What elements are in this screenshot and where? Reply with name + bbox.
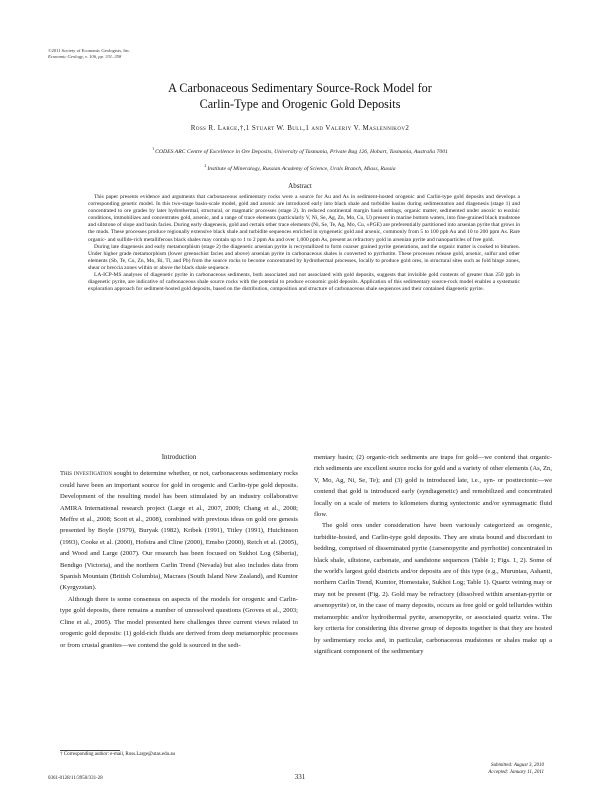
- left-column: [60, 452, 298, 651]
- abstract-paragraph: During late diagenesis and early metamorphism (stage 2) the diagenetic arsenian pyrite is recrystallized to form coarser grained pyrite generations, and the organic matter is cooked to bitumen. Under higher grade metamorphism (lower greenschist facies and above) arsenian pyrite in carbonaceous shales is converted to pyrrhotite. These processes release gold, arsenic, sulfur and other elements (Sb, Te, Cu, Zn, Mo, Bi, Tl, and Pb) from the source rocks to become concentrated by hydrothermal processes, locally to produce gold ores, in structural sites such as fold hinge zones, shear or breccia zones within or above the black shale sequence.: [88, 243, 520, 271]
- footnote-rule: [60, 750, 120, 751]
- article-title: [40, 80, 560, 112]
- introduction-heading: Introduction: [161, 453, 197, 461]
- abstract-heading: Abstract: [288, 182, 312, 190]
- submitted-date: Submitted: August 3, 2010: [491, 763, 544, 768]
- submission-dates: [488, 762, 544, 776]
- affiliation-2-text: Institute of Mineralogy, Russian Academy of Science, Urals Branch, Miass, Russia: [207, 165, 396, 172]
- body-paragraph: Although there is some consensus on aspects of the models for orogenic and Carlin-type gold deposits, there remains a number of unresolved questions (Groves et al., 2003; Cline et al., 2005). The model presented here challenges three current views related to orogenic gold deposits: (1) gold-rich fluids are derived from deep metamorphic processes or from crustal granites—we contend the gold is sourced in the sedi-: [60, 595, 298, 649]
- page-number: 331: [294, 773, 306, 781]
- author-list: Ross R. Large,†,1 Stuart W. Bull,1 and Valeriy V. Maslennikov2: [190, 124, 410, 132]
- affiliation-2-marker: 2: [204, 162, 208, 168]
- issn-code: 0361-0128/11/3950/331-28: [48, 776, 103, 781]
- abstract-paragraph: LA-ICP-MS analyses of diagenetic pyrite in carbonaceous sediments, both associated and not associated with gold deposits, suggests that invisible gold contents of greater than 250 ppb in diagenetic pyrite, are indicative of carbonaceous shale source rocks with the potential to produce economic gold deposits. Application of this sedimentary source-rock model enables a systematic exploration approach for sediment-hosted gold deposits, based on the distribution, composition and structure of carbonaceous shale sequences and their contained diagenetic pyrite.: [88, 272, 520, 293]
- journal-citation: Economic Geology, v. 106, pp. 331–358: [48, 54, 122, 59]
- affiliations: [56, 142, 544, 176]
- affiliation-1-marker: 1: [152, 146, 156, 151]
- body-paragraph: mentary basin; (2) organic-rich sediments are traps for gold—we contend that organic-rich sediments are excellent source rocks for gold and a variety of other elements (As, Zn, V, Mo, Ag, Ni, Se, Te); and (3) gold is introduced late, i.e., syn- or posttectonic—we contend that gold is introduced early (syndiagenetic) and remobilized and concentrated locally on a scale of meters to kilometers during syntectonic and/or synmagmatic fluid flow.: [314, 454, 552, 519]
- body-paragraph: The gold ores under consideration have been variously categorized as orogenic, turbidite-hosted, and Carlin-type gold deposits. They are strata bound and discordant to bedding, comprised of disseminated pyrite (±arsenopyrite and pyrrhotite) concentrated in black shale, siltstone, carbonate, and sandstone sequences (Table 1; Figs. 1, 2). Some of the world's largest gold districts and/or deposits are of this type (e.g., Muruntau, Ashanti, northern Carlin Trend, Kumtor, Homestake, Sukhoi Log; Table 1). Quartz veining may or may not be present (Fig. 2). Gold may be refractory (dissolved within arsenian-pyrite or arsenopyrite) or, in the case of many deposits, occurs as free gold or gold tellurides within metamorphic and/or hydrothermal pyrite, arsenopyrite, or associated quartz veins. The key criteria for considering this diverse group of deposits together is that they are hosted by sedimentary rocks and, in particular, carbonaceous mudstones or shales make up a significant component of the sedimentary: [314, 522, 552, 655]
- accepted-date: Accepted: January 11, 2011: [488, 770, 544, 775]
- abstract-body: [88, 194, 520, 293]
- affiliation-1-text: CODES ARC Centre of Excellence in Ore Deposits, University of Tasmania, Private Bag 126, Hobart, Tasmania, Australia 7001: [155, 148, 448, 155]
- abstract-paragraph: This paper presents evidence and arguments that carbonaceous sedimentary rocks were a source for Au and As in sediment-hosted orogenic and Carlin-type gold deposits and develops a corresponding genetic model. In this two-stage basin-scale model, gold and arsenic are introduced early into black shale and turbidite basins during sedimentation and diagenesis (stage 1) and concentrated to ore grades by later hydrothermal, structural, or magmatic processes (stage 2). In reduced continental margin basin settings, organic matter, sedimented under anoxic to euxinic conditions, immobilizes and concentrates gold, arsenic, and a range of trace elements (particularly V, Ni, Se, Ag, Zn, Mo, Cu, U) present in marine bottom waters, into fine-grained black mudstone and siltstone of slope and basin facies. During early diagenesis, gold and certain other trace elements (Ni, Se, Te, Ag, Mo, Cu, ±PGE) are preferentially partitioned into arsenian pyrite that grows in the muds. These processes produce regionally extensive black shale and turbidite sequences enriched in syngenetic gold and arsenic, commonly from 5 to 100 ppb Au and 10 to 200 ppm As. Rare organic- and sulfide-rich metalliferous black shales may contain up to 1 to 2 ppm Au and over 1,000 ppm As, present as refractory gold in arsenian pyrite and nanoparticles of free gold.: [88, 194, 520, 243]
- affiliation-2: [56, 159, 544, 176]
- title-line-2: Carlin-Type and Orogenic Gold Deposits: [199, 97, 401, 111]
- intro-paragraph-text: sought to determine whether, or not, carbonaceous sedimentary rocks could have been an important source for gold in orogenic and Carlin-type gold deposits. Development of the resulting model has been stimulated by an industry collaborative AMIRA International research project (Large et al., 2007, 2009; Chang et al., 2008; Meffre et al., 2008; Scott et al., 2008), combined with previous ideas on gold ore genesis presented by Boyle (1979), Buryak (1982), Kribek (1991), Titley (1991), Hutchinson (1993), Cooke et al. (2000), Hofstra and Cline (2000), Emsbo (2000), Reich et al. (2005), and Wood and Large (2007). Our research has been focused on Sukhoi Log (Siberia), Bendigo (Victoria), and the northern Carlin Trend (Nevada) but also includes data from Spanish Mountain (British Columbia), Macraes (South Island New Zealand), and Kumtor (Kyrgyzstan).: [60, 470, 298, 592]
- corresponding-author-footnote: † Corresponding author: e-mail, Ross.Large@utas.edu.au: [60, 752, 176, 757]
- copyright-line: ©2011 Society of Economic Geologists, Inc.: [48, 48, 131, 53]
- title-line-1: A Carbonaceous Sedimentary Source-Rock Model for: [168, 81, 432, 95]
- right-column: [314, 452, 552, 657]
- intro-lead-in: This investigation: [60, 470, 112, 478]
- affiliation-1: [56, 142, 544, 159]
- journal-header: [48, 48, 130, 60]
- body-paragraph: [60, 468, 298, 593]
